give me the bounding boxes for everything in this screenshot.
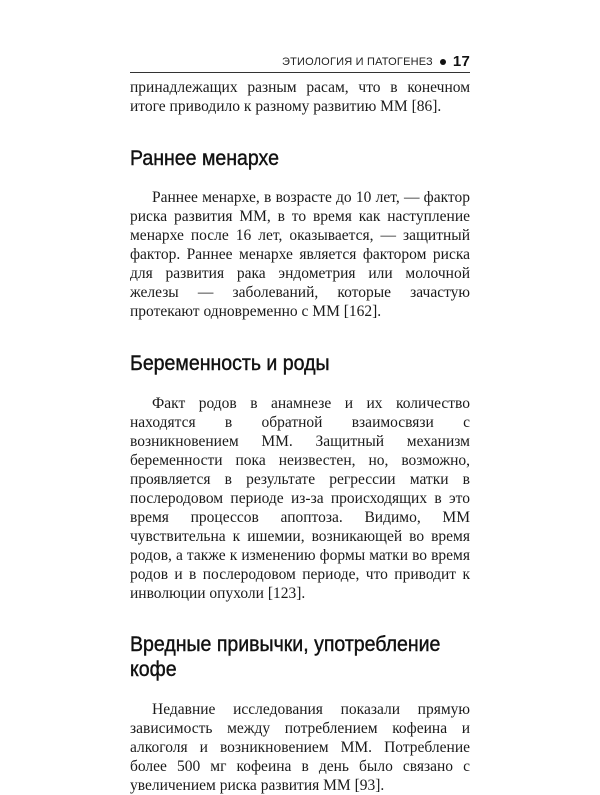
section-heading-pregnancy: Беременность и роды xyxy=(130,352,330,375)
running-header xyxy=(282,53,470,70)
running-title: ЭТИОЛОГИЯ И ПАТОГЕНЕЗ xyxy=(282,55,433,68)
intro-paragraph: принадлежащих разным расам, что в конечном итоге приводило к разному развитию ММ [86]. xyxy=(130,79,470,115)
section-paragraph-habits-coffee: Недавние исследования показали прямую зависимость между потреблением кофеина и алкоголя и возникновением ММ. Потребление более 500 мг кофеина в день было связано с увеличением риска развития ММ [93]. xyxy=(130,701,470,794)
header-rule xyxy=(130,72,470,73)
page-number: 17 xyxy=(452,53,470,70)
section-heading-habits-coffee: Вредные привычки, употребление кофе xyxy=(130,633,441,681)
section-paragraph-early-menarche: Раннее менархе, в возрасте до 10 лет, — фактор риска развития ММ, в то время как наступление менархе после 16 лет, оказывается, — защитный фактор. Раннее менархе является фактором риска для развития рака эндометрия или молочной железы — заболеваний, которые зачастую протекают одновременно с ММ [162]. xyxy=(130,189,470,320)
section-heading-early-menarche: Раннее менархе xyxy=(130,147,279,170)
page-body xyxy=(130,78,470,795)
section-paragraph-pregnancy: Факт родов в анамнезе и их количество находятся в обратной взаимосвязи с возникновением ММ. Защитный механизм беременности пока неизвестен, но, возможно, проявляется в результате регрессии матки в послеродовом периоде из-за происходящих в это время процессов апоптоза. Видимо, ММ чувствительна к ишемии, возникающей во время родов, а также к изменению формы матки во время родов и в послеродовом периоде, что приводит к инволюции опухоли [123]. xyxy=(130,395,470,602)
bullet-icon xyxy=(440,59,446,65)
